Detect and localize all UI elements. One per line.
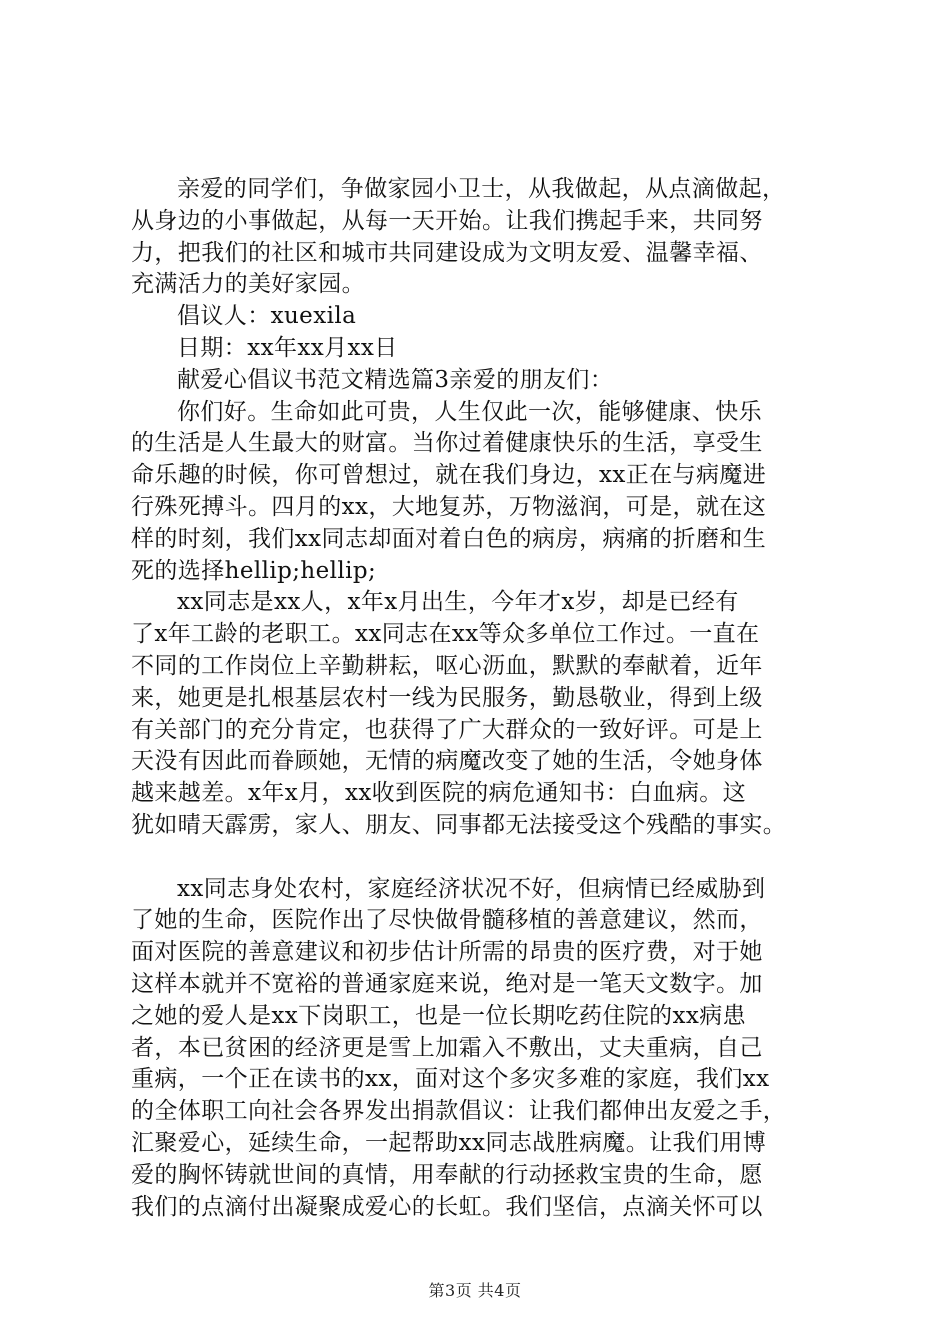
text-line: 有关部门的充分肯定，也获得了广大群众的一致好评。可是上: [131, 716, 763, 743]
text-line: 天没有因此而眷顾她，无情的病魔改变了她的生活，令她身体: [131, 748, 763, 775]
background-paragraph: [131, 587, 835, 841]
text-line: 样的时刻，我们xx同志却面对着白色的病房，病痛的折磨和生: [131, 525, 767, 552]
document-body: [131, 174, 835, 1223]
text-line: xx同志身处农村，家庭经济状况不好，但病情已经威胁到: [177, 875, 766, 902]
greeting-paragraph: [131, 397, 835, 588]
text-line: 你们好。生命如此可贵，人生仅此一次，能够健康、快乐: [177, 398, 762, 425]
text-line: 亲爱的同学们，争做家园小卫士，从我做起，从点滴做起，: [177, 176, 786, 202]
text-line: 了x年工龄的老职工。xx同志在xx等众多单位工作过。一直在: [131, 621, 760, 648]
text-line: 了她的生命，医院作出了尽快做骨髓移植的善意建议，然而，: [131, 907, 763, 934]
text-line: 日期：xx年xx月xx日: [177, 334, 398, 361]
text-line: 我们的点滴付出凝聚成爱心的长虹。我们坚信，点滴关怀可以: [131, 1193, 763, 1220]
closing-paragraph: [131, 174, 835, 301]
date-line: [131, 333, 835, 365]
text-line: 从身边的小事做起，从每一天开始。让我们携起手来，共同努: [131, 207, 763, 234]
text-line: 越来越差。x年x月，xx收到医院的病危通知书：白血病。这: [131, 780, 747, 807]
text-line: 犹如晴天霹雳，家人、朋友、同事都无法接受这个残酷的事实。: [131, 811, 787, 838]
text-line: 的生活是人生最大的财富。当你过着健康快乐的生活，享受生: [131, 430, 763, 457]
appeal-paragraph: [131, 874, 835, 1224]
initiator-line: [131, 301, 835, 333]
text-line: 这样本就并不宽裕的普通家庭来说，绝对是一笔天文数字。加: [131, 970, 763, 997]
text-line: 命乐趣的时候，你可曾想过，就在我们身边，xx正在与病魔进: [131, 462, 767, 489]
text-line: 来，她更是扎根基层农村一线为民服务，勤恳敬业，得到上级: [131, 684, 763, 711]
page-number-footer: 第3页 共4页: [428, 1281, 522, 1300]
text-line: 之她的爱人是xx下岗职工，也是一位长期吃药住院的xx病患: [131, 1002, 747, 1029]
text-line: 行殊死搏斗。四月的xx，大地复苏，万物滋润，可是，就在这: [131, 493, 767, 520]
text-line: 力，把我们的社区和城市共同建设成为文明友爱、温馨幸福、: [131, 239, 763, 266]
text-line: 者，本已贫困的经济更是雪上加霜入不敷出，丈夫重病，自己: [131, 1034, 763, 1061]
text-line: 重病，一个正在读书的xx，面对这个多灾多难的家庭，我们xx: [131, 1066, 770, 1093]
text-line: 充满活力的美好家园。: [131, 271, 365, 298]
text-line: 爱的胸怀铸就世间的真情，用奉献的行动拯救宝贵的生命，愿: [131, 1161, 763, 1188]
text-line: xx同志是xx人，x年x月出生，今年才x岁，却是已经有: [177, 589, 739, 616]
text-line: 面对医院的善意建议和初步估计所需的昂贵的医疗费，对于她: [131, 939, 763, 966]
section-heading: [131, 365, 835, 397]
text-line: 的全体职工向社会各界发出捐款倡议：让我们都伸出友爱之手，: [131, 1098, 787, 1125]
text-line: 汇聚爱心，延续生命，一起帮助xx同志战胜病魔。让我们用博: [131, 1129, 767, 1156]
text-line: 死的选择hellip;hellip;: [131, 557, 377, 584]
text-line: 不同的工作岗位上辛勤耕耘，呕心沥血，默默的奉献着，近年: [131, 652, 763, 679]
text-line: 倡议人：xuexila: [177, 303, 357, 330]
text-line: 献爱心倡议书范文精选篇3亲爱的朋友们：: [177, 366, 614, 393]
